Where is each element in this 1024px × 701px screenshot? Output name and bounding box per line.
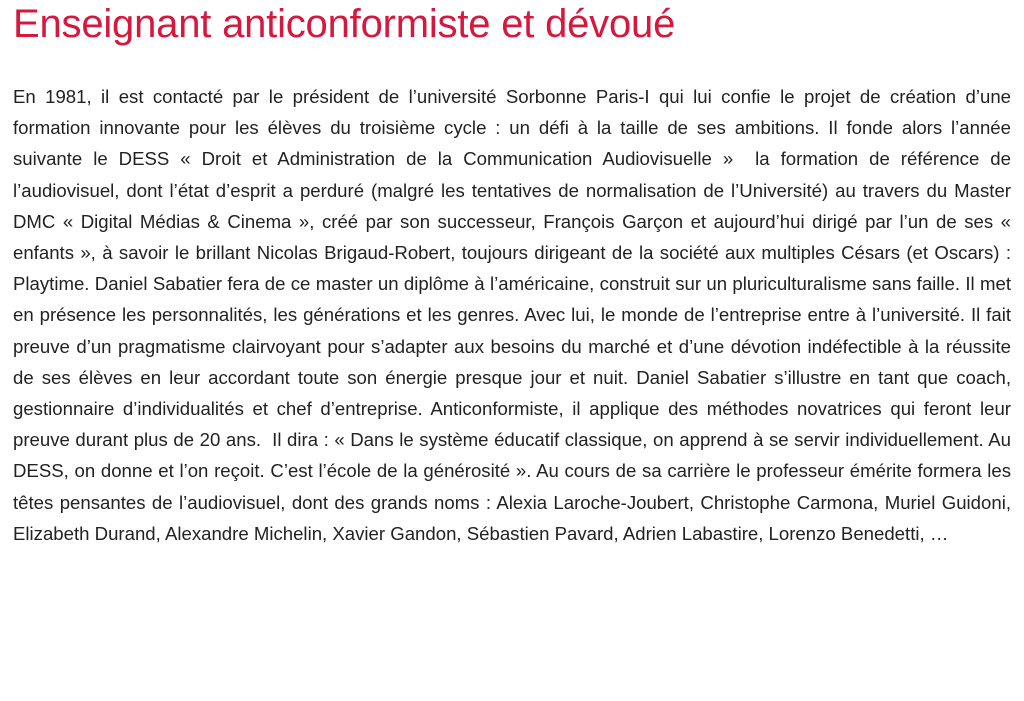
article [13,0,1017,549]
article-paragraph: En 1981, il est contacté par le président de l’université Sorbonne Paris-I qui lui confie le projet de création d’une formation innovante pour les élèves du troisième cycle : un défi à la taille de ses ambitions. Il fonde alors l’année suivante le DESS « Droit et Administration de la Communication Audiovisuelle » la formation de référence de l’audiovisuel, dont l’état d’esprit a perduré (malgré les tentatives de normalisation de l’Université) au travers du Master DMC « Digital Médias & Cinema », créé par son successeur, François Garçon et aujourd’hui dirigé par l’un de ses « enfants », à savoir le brillant Nicolas Brigaud-Robert, toujours dirigeant de la société aux multiples Césars (et Oscars) : Playtime. Daniel Sabatier fera de ce master un diplôme à l’américaine, construit sur un pluriculturalisme sans faille. Il met en présence les personnalités, les générations et les genres. Avec lui, le monde de l’entreprise entre à l’université. Il fait preuve d’un pragmatisme clairvoyant pour s’adapter aux besoins du marché et d’une dévotion indéfectible à la réussite de ses élèves en leur accordant toute son énergie presque jour et nuit. Daniel Sabatier s’illustre en tant que coach, gestionnaire d’individualités et chef d’entreprise. Anticonformiste, il applique des méthodes novatrices qui feront leur preuve durant plus de 20 ans. Il dira : « Dans le système éducatif classique, on apprend à se servir individuellement. Au DESS, on donne et l’on reçoit. C’est l’école de la générosité ». Au cours de sa carrière le professeur émérite formera les têtes pensantes de l’audiovisuel, dont des grands noms : Alexia Laroche-Joubert, Christophe Carmona, Muriel Guidoni, Elizabeth Durand, Alexandre Michelin, Xavier Gandon, Sébastien Pavard, Adrien Labastire, Lorenzo Benedetti, … [13,86,1017,544]
section-title: Enseignant anticonformiste et dévoué [13,2,676,46]
